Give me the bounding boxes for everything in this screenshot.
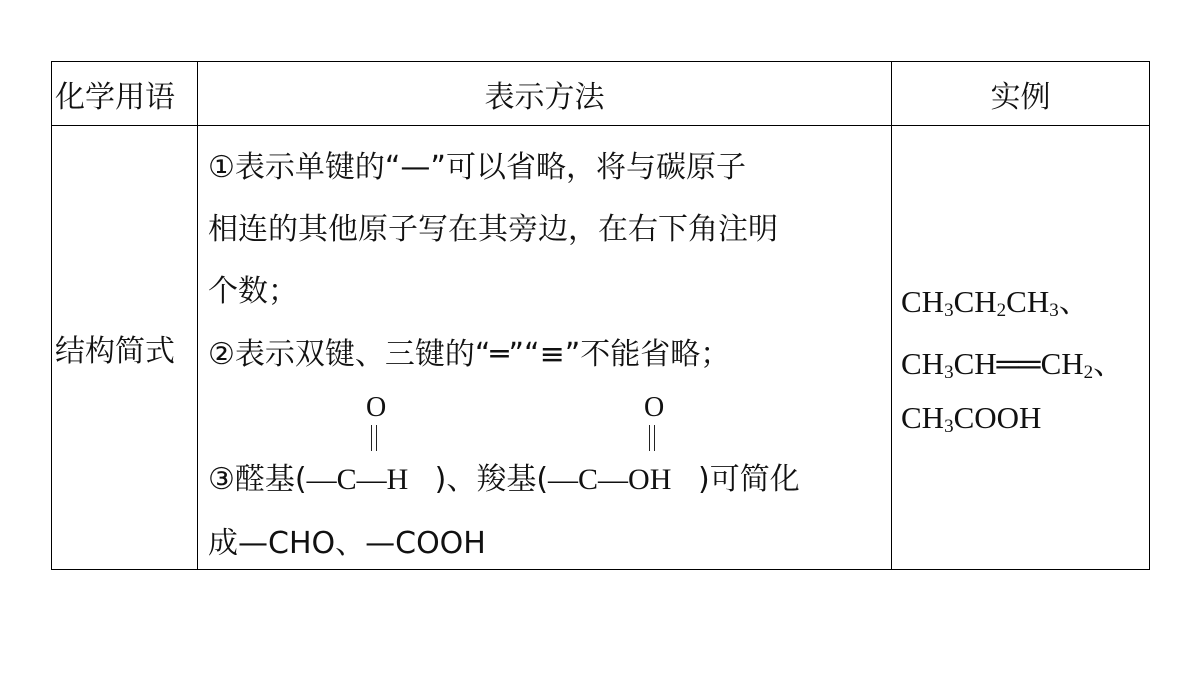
- example-propene: $CH_3CH══CH_2$、: [901, 346, 1125, 383]
- method-line-2: 相连的其他原子写在其旁边，在右下角注明: [208, 212, 778, 247]
- carboxyl-formula: —C—OH: [548, 463, 672, 496]
- line5-prefix: ③醛基(: [208, 462, 307, 497]
- carboxyl-oxygen: O: [644, 392, 665, 423]
- line5-suffix: )可简化: [698, 462, 800, 497]
- header-term: 化学用语: [52, 62, 198, 126]
- aldehyde-oxygen: O: [366, 392, 387, 423]
- example-acetic-acid: $CH_3COOH$: [901, 400, 1042, 437]
- example-propane: $CH_3CH_2CH_3$、: [901, 284, 1090, 321]
- table-row: [52, 126, 1150, 570]
- examples-cell: [892, 126, 1150, 570]
- method-line-6: 成—CHO、—COOH: [208, 526, 486, 561]
- carboxyl-double-bond-icon: [649, 425, 655, 451]
- header-example: 实例: [892, 62, 1150, 126]
- method-line-4: ②表示双键、三键的“═”“≡”不能省略；: [208, 337, 731, 372]
- chemistry-table: [51, 61, 1150, 570]
- method-line-3: 个数；: [208, 274, 298, 309]
- header-method: 表示方法: [198, 62, 892, 126]
- term-cell: 结构简式: [52, 126, 198, 570]
- aldehyde-formula: —C—H: [306, 463, 409, 496]
- header-row: [52, 62, 1150, 126]
- method-line-5: [208, 454, 800, 498]
- line5-mid: )、羧基(: [434, 462, 549, 497]
- aldehyde-double-bond-icon: [371, 425, 377, 451]
- method-line-1: ①表示单键的“—”可以省略，将与碳原子: [208, 150, 746, 185]
- method-cell: [198, 126, 892, 570]
